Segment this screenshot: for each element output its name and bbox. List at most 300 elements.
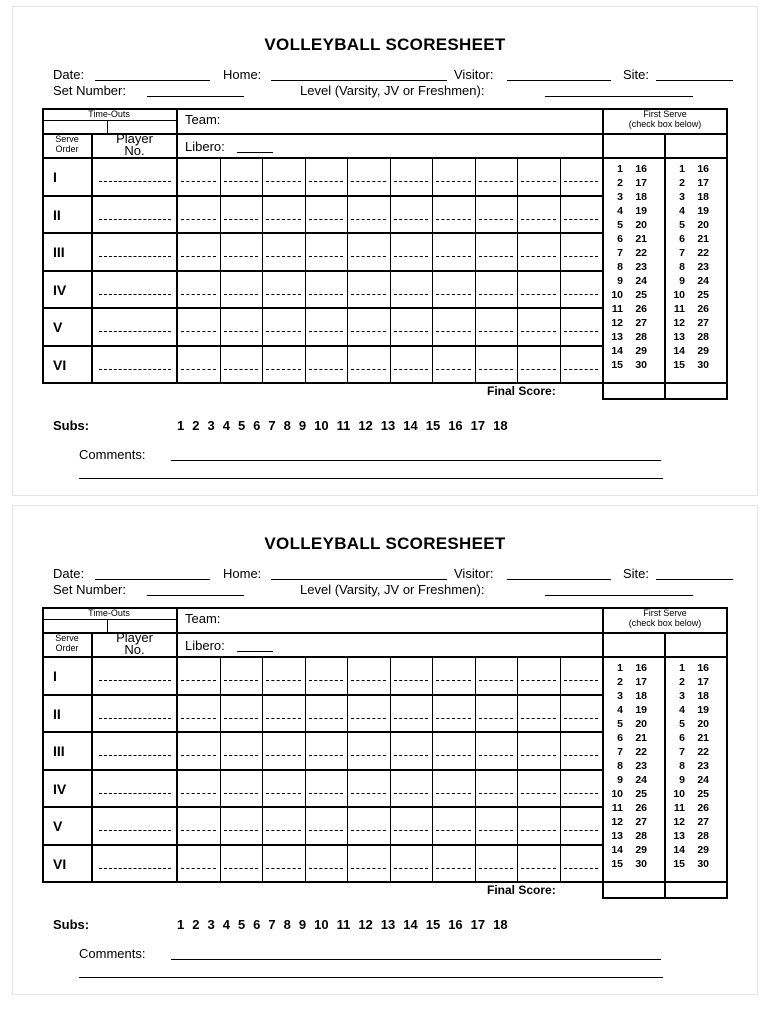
rotation-cell-line[interactable] — [224, 755, 259, 756]
score-value[interactable]: 15 — [673, 359, 685, 371]
score-value[interactable]: 25 — [697, 788, 709, 800]
score-value[interactable]: 11 — [611, 303, 623, 315]
rotation-cell-line[interactable] — [181, 868, 216, 869]
score-pair[interactable] — [671, 675, 709, 689]
sub-number[interactable]: 6 — [253, 917, 261, 932]
score-pair[interactable] — [671, 204, 709, 218]
score-pair[interactable] — [609, 717, 647, 731]
rotation-cell-line[interactable] — [394, 331, 429, 332]
score-value[interactable]: 9 — [679, 275, 685, 287]
score-pair[interactable] — [609, 815, 647, 829]
rotation-cell-line[interactable] — [351, 680, 386, 681]
score-value[interactable]: 8 — [679, 760, 685, 772]
rotation-cell-line[interactable] — [309, 830, 344, 831]
rotation-cell-line[interactable] — [564, 718, 599, 719]
score-value[interactable]: 24 — [697, 774, 709, 786]
rotation-cell-line[interactable] — [564, 219, 599, 220]
rotation-cell-line[interactable] — [564, 369, 599, 370]
score-pair[interactable] — [671, 815, 709, 829]
rotation-cell-line[interactable] — [436, 830, 471, 831]
sub-number[interactable]: 5 — [237, 917, 246, 932]
score-pair[interactable] — [609, 661, 647, 675]
rotation-cell-line[interactable] — [181, 294, 216, 295]
rotation-cell-line[interactable] — [436, 181, 471, 182]
home-field[interactable] — [271, 579, 447, 580]
score-pair[interactable] — [671, 246, 709, 260]
rotation-cell-line[interactable] — [351, 868, 386, 869]
visitor-field[interactable] — [507, 579, 611, 580]
score-value[interactable]: 2 — [617, 177, 623, 189]
score-pair[interactable] — [671, 745, 709, 759]
rotation-cell-line[interactable] — [436, 331, 471, 332]
score-value[interactable]: 7 — [617, 247, 623, 259]
score-value[interactable]: 19 — [635, 704, 647, 716]
score-value[interactable]: 14 — [673, 345, 685, 357]
sub-number[interactable]: 11 — [336, 418, 351, 433]
score-value[interactable]: 8 — [679, 261, 685, 273]
score-value[interactable]: 19 — [635, 205, 647, 217]
score-value[interactable]: 17 — [697, 177, 709, 189]
score-value[interactable]: 12 — [673, 317, 685, 329]
rotation-cell-line[interactable] — [181, 793, 216, 794]
rotation-cell-line[interactable] — [564, 830, 599, 831]
rotation-cell-line[interactable] — [436, 294, 471, 295]
rotation-cell-line[interactable] — [181, 755, 216, 756]
rotation-cell-line[interactable] — [436, 718, 471, 719]
player-number-line[interactable] — [99, 369, 171, 370]
score-value[interactable]: 4 — [617, 704, 623, 716]
score-value[interactable]: 10 — [673, 788, 685, 800]
score-pair[interactable] — [609, 218, 647, 232]
score-pair[interactable] — [671, 703, 709, 717]
score-value[interactable]: 11 — [673, 303, 685, 315]
score-value[interactable]: 7 — [679, 247, 685, 259]
score-pair[interactable] — [671, 330, 709, 344]
score-value[interactable]: 24 — [697, 275, 709, 287]
site-field[interactable] — [656, 579, 733, 580]
visitor-field[interactable] — [507, 80, 611, 81]
sub-number[interactable]: 14 — [403, 418, 418, 433]
rotation-cell-line[interactable] — [351, 294, 386, 295]
rotation-cell-line[interactable] — [309, 369, 344, 370]
score-pair[interactable] — [671, 274, 709, 288]
rotation-cell-line[interactable] — [479, 755, 514, 756]
libero-field[interactable] — [237, 152, 273, 153]
score-pair[interactable] — [609, 162, 647, 176]
rotation-cell-line[interactable] — [266, 219, 301, 220]
rotation-cell-line[interactable] — [521, 793, 556, 794]
rotation-cell-line[interactable] — [521, 868, 556, 869]
rotation-cell-line[interactable] — [224, 256, 259, 257]
rotation-cell-line[interactable] — [181, 256, 216, 257]
rotation-cell-line[interactable] — [224, 331, 259, 332]
sub-number[interactable]: 10 — [314, 917, 329, 932]
player-number-line[interactable] — [99, 830, 171, 831]
score-pair[interactable] — [671, 302, 709, 316]
score-value[interactable]: 2 — [617, 676, 623, 688]
comments-line-1[interactable] — [171, 460, 661, 461]
player-number-line[interactable] — [99, 868, 171, 869]
rotation-cell-line[interactable] — [394, 868, 429, 869]
rotation-cell-line[interactable] — [224, 718, 259, 719]
score-value[interactable]: 13 — [611, 830, 623, 842]
rotation-cell-line[interactable] — [266, 256, 301, 257]
score-value[interactable]: 3 — [617, 690, 623, 702]
sub-number[interactable]: 3 — [207, 917, 215, 932]
rotation-cell-line[interactable] — [521, 219, 556, 220]
score-value[interactable]: 16 — [635, 163, 647, 175]
player-number-line[interactable] — [99, 256, 171, 257]
score-value[interactable]: 17 — [635, 676, 647, 688]
rotation-cell-line[interactable] — [521, 369, 556, 370]
level-field[interactable] — [545, 595, 693, 596]
score-value[interactable]: 24 — [635, 774, 647, 786]
rotation-cell-line[interactable] — [181, 219, 216, 220]
sub-number[interactable]: 2 — [192, 418, 200, 433]
score-pair[interactable] — [671, 843, 709, 857]
score-value[interactable]: 8 — [617, 261, 623, 273]
score-pair[interactable] — [671, 358, 709, 372]
rotation-cell-line[interactable] — [479, 868, 514, 869]
rotation-cell-line[interactable] — [224, 219, 259, 220]
score-value[interactable]: 30 — [635, 359, 647, 371]
rotation-cell-line[interactable] — [394, 294, 429, 295]
rotation-cell-line[interactable] — [181, 680, 216, 681]
score-value[interactable]: 12 — [611, 317, 623, 329]
score-value[interactable]: 29 — [697, 345, 709, 357]
score-value[interactable]: 9 — [617, 275, 623, 287]
comments-line-1[interactable] — [171, 959, 661, 960]
sub-number[interactable]: 17 — [470, 917, 486, 932]
rotation-cell-line[interactable] — [564, 868, 599, 869]
score-value[interactable]: 14 — [673, 844, 685, 856]
score-value[interactable]: 2 — [679, 676, 685, 688]
score-value[interactable]: 5 — [679, 219, 685, 231]
score-value[interactable]: 30 — [697, 858, 709, 870]
rotation-cell-line[interactable] — [224, 868, 259, 869]
sub-number[interactable]: 14 — [403, 917, 418, 932]
sub-number[interactable]: 15 — [425, 917, 441, 932]
score-pair[interactable] — [609, 773, 647, 787]
rotation-cell-line[interactable] — [436, 755, 471, 756]
rotation-cell-line[interactable] — [181, 331, 216, 332]
score-pair[interactable] — [609, 358, 647, 372]
score-value[interactable]: 20 — [697, 219, 709, 231]
score-value[interactable]: 6 — [617, 233, 623, 245]
rotation-cell-line[interactable] — [351, 369, 386, 370]
date-field[interactable] — [95, 579, 210, 580]
sub-number[interactable]: 6 — [253, 418, 261, 433]
rotation-cell-line[interactable] — [564, 181, 599, 182]
score-pair[interactable] — [671, 829, 709, 843]
rotation-cell-line[interactable] — [266, 868, 301, 869]
score-pair[interactable] — [609, 316, 647, 330]
score-pair[interactable] — [671, 717, 709, 731]
score-value[interactable]: 9 — [679, 774, 685, 786]
score-value[interactable]: 3 — [617, 191, 623, 203]
rotation-cell-line[interactable] — [394, 256, 429, 257]
score-value[interactable]: 16 — [697, 662, 709, 674]
rotation-cell-line[interactable] — [309, 755, 344, 756]
rotation-cell-line[interactable] — [224, 294, 259, 295]
sub-number[interactable]: 2 — [192, 917, 200, 932]
rotation-cell-line[interactable] — [224, 793, 259, 794]
rotation-cell-line[interactable] — [479, 181, 514, 182]
rotation-cell-line[interactable] — [564, 680, 599, 681]
rotation-cell-line[interactable] — [394, 680, 429, 681]
rotation-cell-line[interactable] — [309, 718, 344, 719]
rotation-cell-line[interactable] — [266, 294, 301, 295]
score-pair[interactable] — [609, 246, 647, 260]
rotation-cell-line[interactable] — [521, 331, 556, 332]
set-number-field[interactable] — [147, 96, 244, 97]
rotation-cell-line[interactable] — [351, 181, 386, 182]
rotation-cell-line[interactable] — [266, 369, 301, 370]
comments-line-2[interactable] — [79, 977, 663, 978]
player-number-line[interactable] — [99, 680, 171, 681]
score-pair[interactable] — [609, 675, 647, 689]
rotation-cell-line[interactable] — [266, 181, 301, 182]
score-value[interactable]: 10 — [611, 788, 623, 800]
score-value[interactable]: 12 — [611, 816, 623, 828]
rotation-cell-line[interactable] — [479, 369, 514, 370]
sub-number[interactable]: 5 — [237, 418, 246, 433]
rotation-cell-line[interactable] — [436, 680, 471, 681]
date-field[interactable] — [95, 80, 210, 81]
score-value[interactable]: 14 — [611, 844, 623, 856]
player-number-line[interactable] — [99, 755, 171, 756]
libero-field[interactable] — [237, 651, 273, 652]
score-pair[interactable] — [671, 176, 709, 190]
score-value[interactable]: 28 — [697, 830, 709, 842]
player-number-line[interactable] — [99, 219, 171, 220]
rotation-cell-line[interactable] — [436, 868, 471, 869]
score-value[interactable]: 26 — [697, 303, 709, 315]
rotation-cell-line[interactable] — [521, 718, 556, 719]
score-value[interactable]: 18 — [635, 690, 647, 702]
score-value[interactable]: 28 — [697, 331, 709, 343]
rotation-cell-line[interactable] — [266, 793, 301, 794]
score-value[interactable]: 5 — [679, 718, 685, 730]
rotation-cell-line[interactable] — [309, 331, 344, 332]
score-pair[interactable] — [671, 344, 709, 358]
sub-number[interactable]: 3 — [207, 418, 215, 433]
rotation-cell-line[interactable] — [479, 219, 514, 220]
score-value[interactable]: 4 — [679, 704, 685, 716]
score-pair[interactable] — [671, 661, 709, 675]
sub-number[interactable]: 16 — [448, 418, 463, 433]
set-number-field[interactable] — [147, 595, 244, 596]
score-pair[interactable] — [671, 162, 709, 176]
player-number-line[interactable] — [99, 294, 171, 295]
score-pair[interactable] — [609, 731, 647, 745]
score-value[interactable]: 19 — [697, 704, 709, 716]
level-field[interactable] — [545, 96, 693, 97]
sub-number[interactable]: 8 — [283, 418, 291, 433]
score-value[interactable]: 23 — [697, 760, 709, 772]
rotation-cell-line[interactable] — [181, 830, 216, 831]
sub-number[interactable]: 4 — [222, 418, 230, 433]
sub-number[interactable]: 1 — [177, 917, 185, 932]
score-pair[interactable] — [609, 260, 647, 274]
score-value[interactable]: 30 — [697, 359, 709, 371]
sub-number[interactable]: 9 — [298, 917, 307, 932]
score-pair[interactable] — [609, 288, 647, 302]
score-pair[interactable] — [609, 801, 647, 815]
score-value[interactable]: 9 — [617, 774, 623, 786]
score-pair[interactable] — [671, 857, 709, 871]
score-value[interactable]: 6 — [679, 732, 685, 744]
score-value[interactable]: 13 — [673, 830, 685, 842]
score-pair[interactable] — [671, 731, 709, 745]
sub-number[interactable]: 17 — [470, 418, 486, 433]
score-pair[interactable] — [609, 689, 647, 703]
rotation-cell-line[interactable] — [224, 830, 259, 831]
score-value[interactable]: 26 — [635, 802, 647, 814]
score-value[interactable]: 1 — [617, 662, 623, 674]
rotation-cell-line[interactable] — [224, 181, 259, 182]
score-value[interactable]: 15 — [611, 359, 623, 371]
rotation-cell-line[interactable] — [521, 755, 556, 756]
rotation-cell-line[interactable] — [394, 793, 429, 794]
rotation-cell-line[interactable] — [181, 369, 216, 370]
rotation-cell-line[interactable] — [266, 830, 301, 831]
rotation-cell-line[interactable] — [564, 331, 599, 332]
sub-number[interactable]: 12 — [358, 418, 373, 433]
rotation-cell-line[interactable] — [351, 256, 386, 257]
rotation-cell-line[interactable] — [479, 294, 514, 295]
score-pair[interactable] — [609, 232, 647, 246]
rotation-cell-line[interactable] — [479, 680, 514, 681]
player-number-line[interactable] — [99, 793, 171, 794]
score-value[interactable]: 27 — [635, 816, 647, 828]
score-pair[interactable] — [671, 288, 709, 302]
score-pair[interactable] — [609, 344, 647, 358]
rotation-cell-line[interactable] — [521, 256, 556, 257]
score-value[interactable]: 26 — [697, 802, 709, 814]
score-value[interactable]: 27 — [635, 317, 647, 329]
rotation-cell-line[interactable] — [309, 219, 344, 220]
score-value[interactable]: 17 — [635, 177, 647, 189]
score-value[interactable]: 21 — [697, 732, 709, 744]
score-value[interactable]: 26 — [635, 303, 647, 315]
sub-number[interactable]: 13 — [380, 917, 396, 932]
score-pair[interactable] — [609, 829, 647, 843]
score-value[interactable]: 23 — [697, 261, 709, 273]
sub-number[interactable]: 11 — [336, 917, 351, 932]
rotation-cell-line[interactable] — [309, 868, 344, 869]
score-value[interactable]: 5 — [617, 718, 623, 730]
score-value[interactable]: 8 — [617, 760, 623, 772]
score-value[interactable]: 29 — [635, 345, 647, 357]
score-pair[interactable] — [671, 316, 709, 330]
rotation-cell-line[interactable] — [351, 219, 386, 220]
score-value[interactable]: 6 — [679, 233, 685, 245]
rotation-cell-line[interactable] — [309, 294, 344, 295]
score-value[interactable]: 20 — [635, 219, 647, 231]
rotation-cell-line[interactable] — [309, 181, 344, 182]
score-pair[interactable] — [609, 204, 647, 218]
rotation-cell-line[interactable] — [224, 369, 259, 370]
score-value[interactable]: 28 — [635, 830, 647, 842]
score-pair[interactable] — [609, 176, 647, 190]
sub-number[interactable]: 4 — [222, 917, 230, 932]
score-value[interactable]: 13 — [611, 331, 623, 343]
score-value[interactable]: 29 — [697, 844, 709, 856]
score-value[interactable]: 18 — [697, 191, 709, 203]
score-value[interactable]: 28 — [635, 331, 647, 343]
sub-number[interactable]: 18 — [493, 418, 508, 433]
rotation-cell-line[interactable] — [309, 793, 344, 794]
rotation-cell-line[interactable] — [479, 256, 514, 257]
rotation-cell-line[interactable] — [521, 830, 556, 831]
score-pair[interactable] — [609, 759, 647, 773]
score-value[interactable]: 24 — [635, 275, 647, 287]
rotation-cell-line[interactable] — [309, 256, 344, 257]
score-value[interactable]: 11 — [673, 802, 685, 814]
score-pair[interactable] — [609, 302, 647, 316]
rotation-cell-line[interactable] — [351, 331, 386, 332]
sub-number[interactable]: 12 — [358, 917, 373, 932]
player-number-line[interactable] — [99, 331, 171, 332]
rotation-cell-line[interactable] — [436, 793, 471, 794]
score-value[interactable]: 18 — [697, 690, 709, 702]
rotation-cell-line[interactable] — [564, 256, 599, 257]
rotation-cell-line[interactable] — [521, 294, 556, 295]
rotation-cell-line[interactable] — [266, 331, 301, 332]
score-pair[interactable] — [671, 801, 709, 815]
rotation-cell-line[interactable] — [394, 718, 429, 719]
rotation-cell-line[interactable] — [479, 793, 514, 794]
score-value[interactable]: 21 — [635, 233, 647, 245]
score-value[interactable]: 19 — [697, 205, 709, 217]
rotation-cell-line[interactable] — [351, 830, 386, 831]
rotation-cell-line[interactable] — [309, 680, 344, 681]
sub-number[interactable]: 9 — [298, 418, 307, 433]
sub-number[interactable]: 7 — [268, 917, 276, 932]
site-field[interactable] — [656, 80, 733, 81]
rotation-cell-line[interactable] — [436, 256, 471, 257]
score-value[interactable]: 4 — [617, 205, 623, 217]
rotation-cell-line[interactable] — [521, 680, 556, 681]
rotation-cell-line[interactable] — [394, 181, 429, 182]
score-value[interactable]: 2 — [679, 177, 685, 189]
rotation-cell-line[interactable] — [436, 219, 471, 220]
score-value[interactable]: 16 — [635, 662, 647, 674]
score-value[interactable]: 3 — [679, 690, 685, 702]
rotation-cell-line[interactable] — [436, 369, 471, 370]
score-pair[interactable] — [609, 745, 647, 759]
score-value[interactable]: 15 — [611, 858, 623, 870]
score-value[interactable]: 21 — [635, 732, 647, 744]
sub-number[interactable]: 16 — [448, 917, 463, 932]
score-value[interactable]: 15 — [673, 858, 685, 870]
score-pair[interactable] — [671, 218, 709, 232]
score-value[interactable]: 1 — [679, 163, 685, 175]
score-pair[interactable] — [609, 857, 647, 871]
sub-number[interactable]: 15 — [425, 418, 441, 433]
rotation-cell-line[interactable] — [394, 369, 429, 370]
score-value[interactable]: 10 — [611, 289, 623, 301]
score-value[interactable]: 1 — [617, 163, 623, 175]
score-value[interactable]: 22 — [635, 746, 647, 758]
score-value[interactable]: 30 — [635, 858, 647, 870]
rotation-cell-line[interactable] — [266, 718, 301, 719]
score-value[interactable]: 25 — [697, 289, 709, 301]
rotation-cell-line[interactable] — [224, 680, 259, 681]
score-value[interactable]: 20 — [697, 718, 709, 730]
rotation-cell-line[interactable] — [266, 680, 301, 681]
